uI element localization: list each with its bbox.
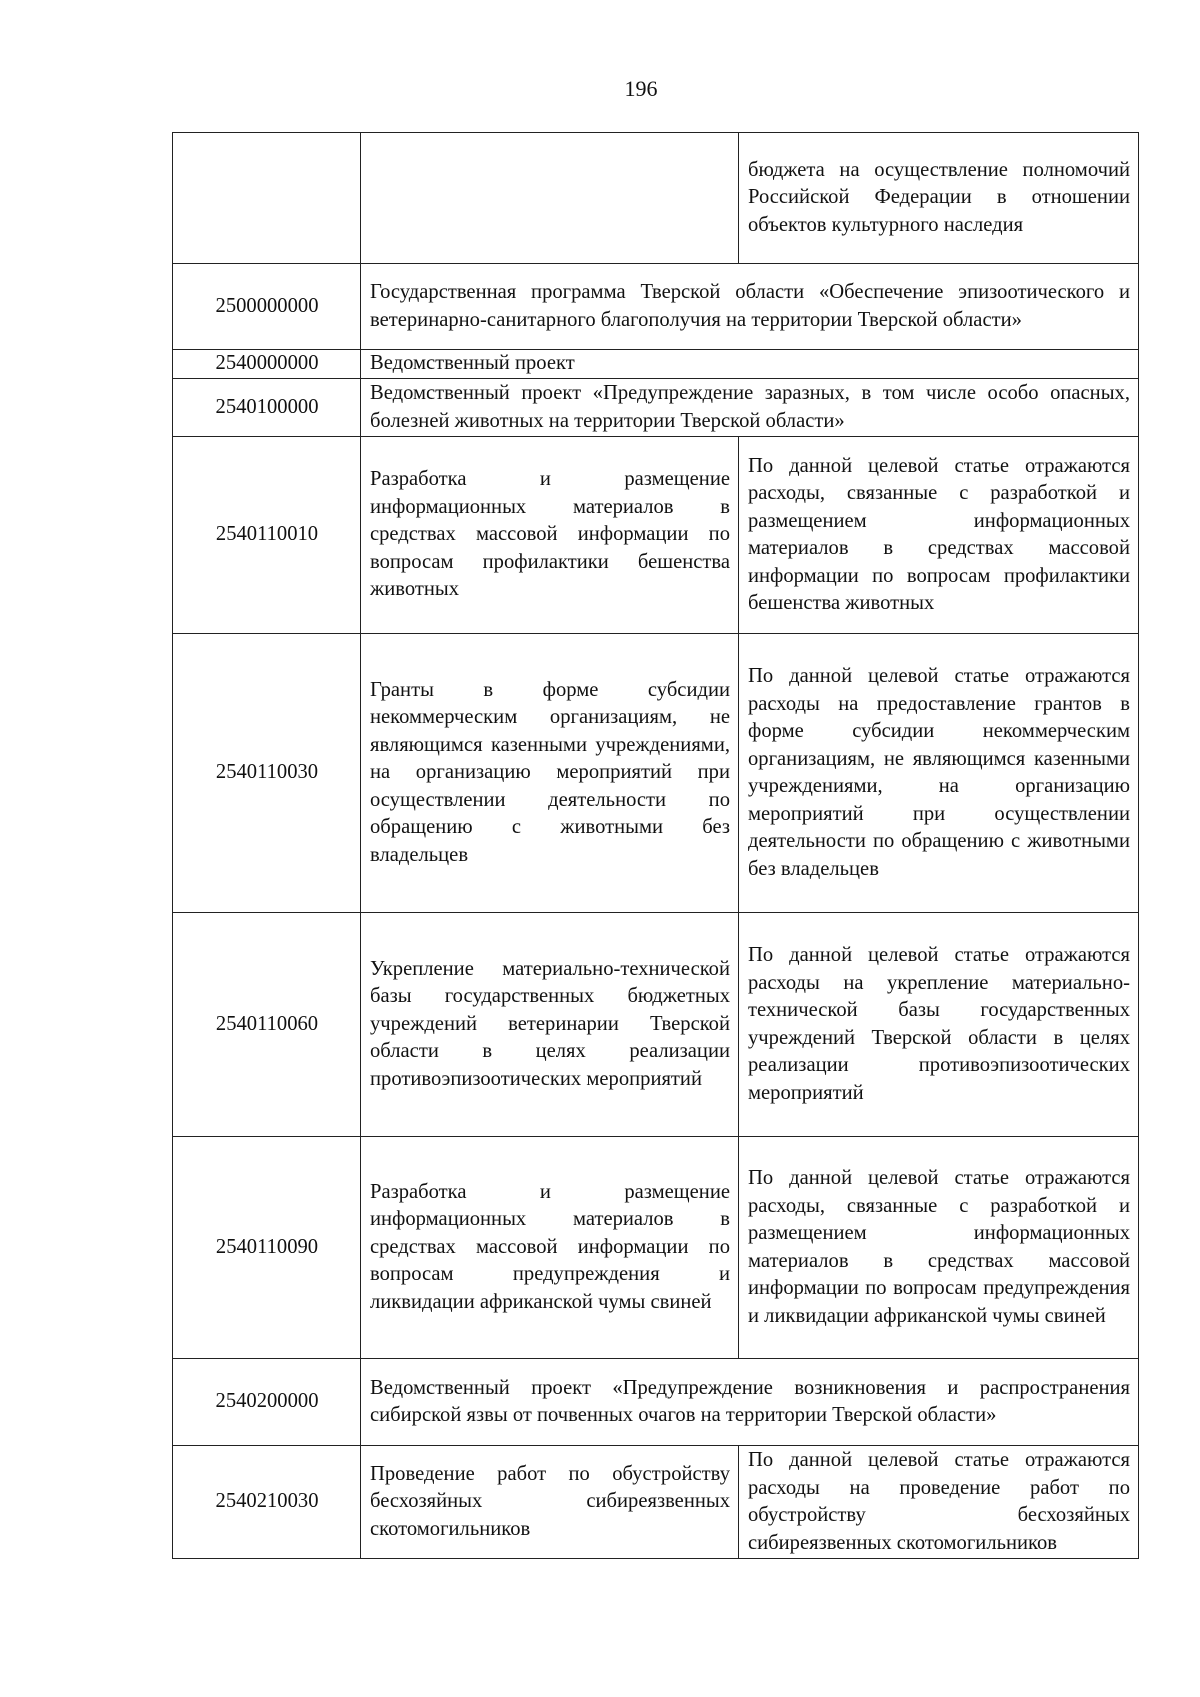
description-cell: По данной целевой статье отражаются расходы, связанные с разработкой и размещением информационных материалов в средствах массовой информации по вопросам предупреждения и ликвидации африканской чумы свиней — [739, 1137, 1139, 1359]
project-title-cell: Ведомственный проект «Предупреждение заразных, в том числе особо опасных, болезней животных на территории Тверской области» — [361, 379, 1139, 437]
project-title-cell: Ведомственный проект «Предупреждение возникновения и распространения сибирской язвы от почвенных очагов на территории Тверской области» — [361, 1359, 1139, 1446]
description-cell: бюджета на осуществление полномочий Российской Федерации в отношении объектов культурного наследия — [739, 133, 1139, 264]
table-row — [173, 1359, 1139, 1446]
code-cell: 2540110010 — [173, 437, 361, 634]
table-row — [173, 1137, 1139, 1359]
description-cell: По данной целевой статье отражаются расходы на проведение работ по обустройству бесхозяйных сибиреязвенных скотомогильников — [739, 1446, 1139, 1559]
target-articles-table — [172, 132, 1139, 1559]
project-title-cell: Ведомственный проект — [361, 350, 1139, 379]
table-row — [173, 634, 1139, 913]
code-cell: 2540210030 — [173, 1446, 361, 1559]
code-cell: 2540110090 — [173, 1137, 361, 1359]
description-cell: По данной целевой статье отражаются расходы, связанные с разработкой и размещением информационных материалов в средствах массовой информации по вопросам профилактики бешенства животных — [739, 437, 1139, 634]
table-row — [173, 379, 1139, 437]
description-cell: По данной целевой статье отражаются расходы на укрепление материально-технической базы государственных учреждений Тверской области в целях реализации противоэпизоотических мероприятий — [739, 913, 1139, 1137]
description-cell: По данной целевой статье отражаются расходы на предоставление грантов в форме субсидии некоммерческим организациям, не являющимся казенными учреждениями, на организацию мероприятий при осуществлении деятельности по обращению с животными без владельцев — [739, 634, 1139, 913]
table-row — [173, 437, 1139, 634]
page-number: 196 — [624, 76, 658, 101]
code-cell: 2500000000 — [173, 264, 361, 350]
name-cell: Укрепление материально-технической базы государственных бюджетных учреждений ветеринарии Тверской области в целях реализации противоэпизоотических мероприятий — [361, 913, 739, 1137]
code-cell: 2540100000 — [173, 379, 361, 437]
name-cell: Гранты в форме субсидии некоммерческим организациям, не являющимся казенными учреждениями, на организацию мероприятий при осуществлении деятельности по обращению с животными без владельцев — [361, 634, 739, 913]
name-cell: Разработка и размещение информационных материалов в средствах массовой информации по вопросам предупреждения и ликвидации африканской чумы свиней — [361, 1137, 739, 1359]
program-title-cell: Государственная программа Тверской области «Обеспечение эпизоотического и ветеринарно-санитарного благополучия на территории Тверской области» — [361, 264, 1139, 350]
table-row — [173, 1446, 1139, 1559]
table-row — [173, 133, 1139, 264]
table-row — [173, 350, 1139, 379]
name-cell: Проведение работ по обустройству бесхозяйных сибиреязвенных скотомогильников — [361, 1446, 739, 1559]
code-cell: 2540000000 — [173, 350, 361, 379]
name-cell — [361, 133, 739, 264]
table-row — [173, 913, 1139, 1137]
code-cell: 2540110060 — [173, 913, 361, 1137]
code-cell — [173, 133, 361, 264]
name-cell: Разработка и размещение информационных материалов в средствах массовой информации по вопросам профилактики бешенства животных — [361, 437, 739, 634]
code-cell: 2540200000 — [173, 1359, 361, 1446]
code-cell: 2540110030 — [173, 634, 361, 913]
table-row — [173, 264, 1139, 350]
